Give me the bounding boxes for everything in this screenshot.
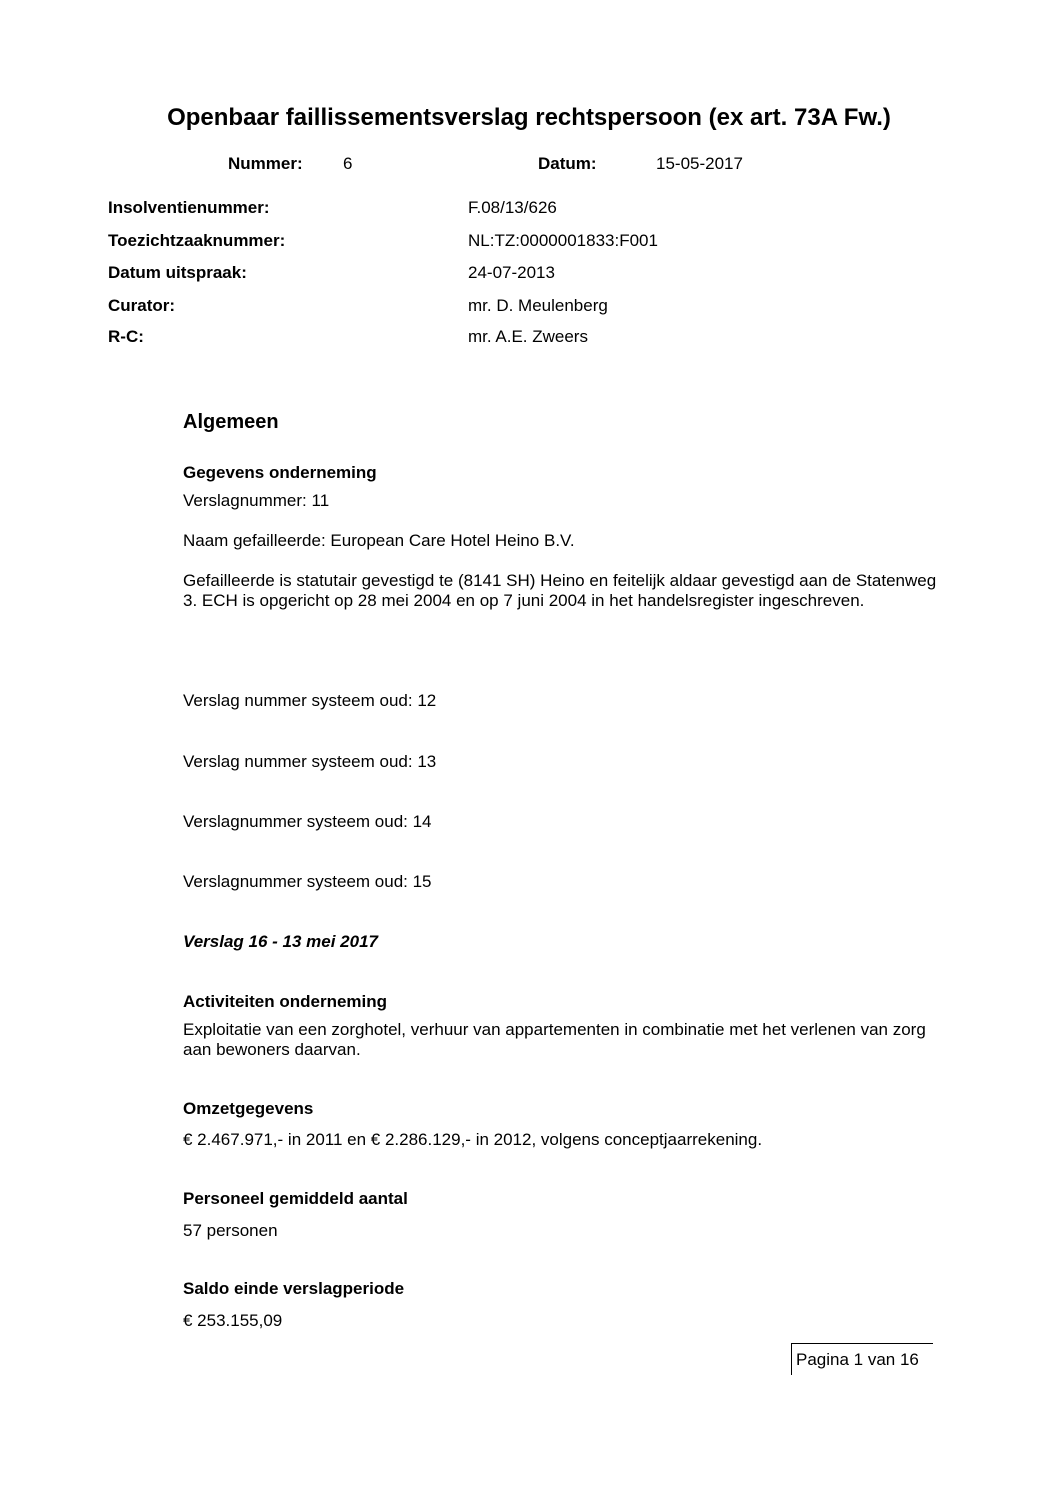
personeel-heading: Personeel gemiddeld aantal — [183, 1189, 408, 1208]
nummer-value: 6 — [343, 154, 353, 173]
saldo-heading: Saldo einde verslagperiode — [183, 1279, 405, 1298]
rc-value: mr. A.E. Zweers — [468, 327, 588, 346]
omzet-text: € 2.467.971,- in 2011 en € 2.286.129,- in 2012, volgens conceptjaarrekening. — [183, 1130, 763, 1149]
insolventienummer-value: F.08/13/626 — [468, 198, 557, 217]
activiteiten-heading: Activiteiten onderneming — [183, 992, 388, 1011]
verslag-15-text: Verslagnummer systeem oud: 15 — [183, 872, 432, 891]
page-indicator: Pagina 1 van 16 — [791, 1343, 933, 1375]
datum-uitspraak-value: 24-07-2013 — [468, 263, 555, 282]
page-title: Openbaar faillissementsverslag rechtspersoon (ex art. 73A Fw.) — [167, 104, 891, 131]
verslag-13-text: Verslag nummer systeem oud: 13 — [183, 752, 437, 771]
verslag-16-heading: Verslag 16 - 13 mei 2017 — [183, 932, 379, 951]
datum-label: Datum: — [538, 154, 597, 173]
activiteiten-paragraph: Exploitatie van een zorghotel, verhuur van appartementen in combinatie met het verlenen van zorg aan bewoners daarvan. — [183, 1020, 926, 1059]
insolventienummer-label: Insolventienummer: — [108, 198, 270, 217]
curator-label: Curator: — [108, 296, 176, 315]
omzet-heading: Omzetgegevens — [183, 1099, 314, 1118]
verslag-14-text: Verslagnummer systeem oud: 14 — [183, 812, 432, 831]
toezichtzaaknummer-label: Toezichtzaaknummer: — [108, 231, 286, 250]
datum-uitspraak-label: Datum uitspraak: — [108, 263, 247, 282]
gevestigd-paragraph: Gefailleerde is statutair gevestigd te (8141 SH) Heino en feitelijk aldaar gevestigd aan de Statenweg 3. ECH is opgericht op 28 mei 2004 en op 7 juni 2004 in het handelsregister ingeschreven. — [183, 571, 937, 610]
verslagnummer-text: Verslagnummer: 11 — [183, 491, 330, 510]
toezichtzaaknummer-value: NL:TZ:0000001833:F001 — [468, 231, 658, 250]
rc-label: R-C: — [108, 327, 144, 346]
gegevens-onderneming-heading: Gegevens onderneming — [183, 463, 377, 482]
saldo-text: € 253.155,09 — [183, 1311, 283, 1330]
verslag-12-text: Verslag nummer systeem oud: 12 — [183, 691, 437, 710]
nummer-label: Nummer: — [228, 154, 303, 173]
section-heading-algemeen: Algemeen — [183, 411, 279, 433]
naam-gefailleerde-text: Naam gefailleerde: European Care Hotel Heino B.V. — [183, 531, 575, 550]
datum-value: 15-05-2017 — [656, 154, 743, 173]
curator-value: mr. D. Meulenberg — [468, 296, 608, 315]
personeel-text: 57 personen — [183, 1221, 278, 1240]
